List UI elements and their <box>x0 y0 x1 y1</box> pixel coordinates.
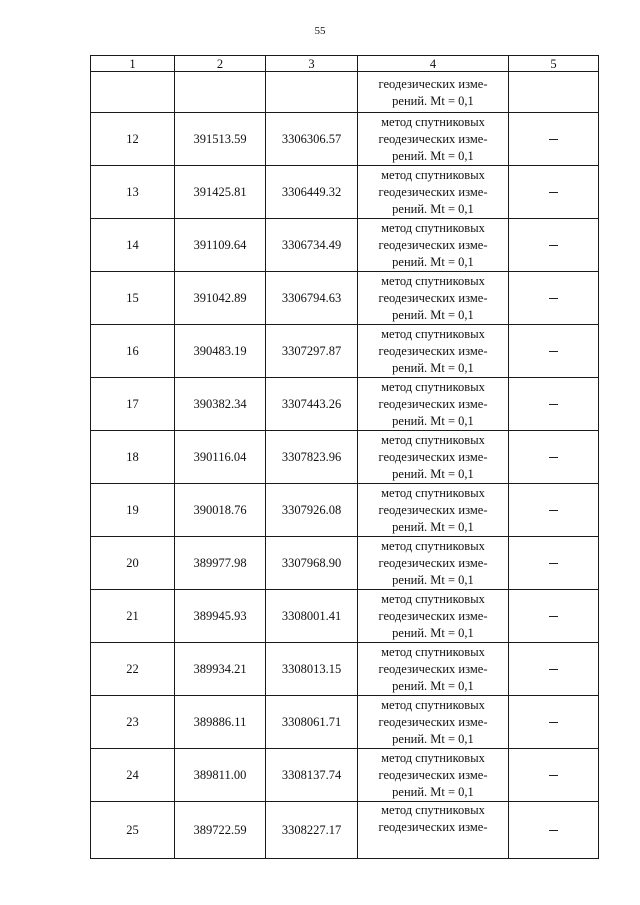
cell-y: 3307443.26 <box>266 378 358 431</box>
cell-y: 3308013.15 <box>266 643 358 696</box>
table-row <box>91 378 599 431</box>
cell-x: 389945.93 <box>175 590 266 643</box>
method-line: геодезических изме- <box>378 396 488 411</box>
cell-y: 3307823.96 <box>266 431 358 484</box>
cell-method <box>358 272 509 325</box>
cell-num: 19 <box>91 484 175 537</box>
header-col-4: 4 <box>358 56 509 72</box>
cell-x: 390018.76 <box>175 484 266 537</box>
cell-col5 <box>509 272 599 325</box>
cell-method <box>358 696 509 749</box>
method-line: рений. Mt = 0,1 <box>392 784 474 799</box>
method-line: метод спутниковых <box>381 591 485 606</box>
dash-mark <box>549 775 558 776</box>
method-line: метод спутниковых <box>381 644 485 659</box>
coordinates-table <box>90 55 599 859</box>
table-row <box>91 802 599 859</box>
cell-x: 390483.19 <box>175 325 266 378</box>
cell-num: 24 <box>91 749 175 802</box>
method-line: геодезических изме- <box>378 661 488 676</box>
cell-method <box>358 219 509 272</box>
table-row <box>91 484 599 537</box>
cell-x: 390116.04 <box>175 431 266 484</box>
table-row <box>91 431 599 484</box>
method-line: метод спутниковых <box>381 273 485 288</box>
dash-mark <box>549 351 558 352</box>
dash-mark <box>549 830 558 831</box>
cell-x <box>175 72 266 113</box>
method-line: геодезических изме- <box>378 555 488 570</box>
cell-method <box>358 166 509 219</box>
dash-mark <box>549 404 558 405</box>
table-row <box>91 749 599 802</box>
table-row <box>91 643 599 696</box>
method-line: геодезических изме- <box>378 608 488 623</box>
dash-mark <box>549 722 558 723</box>
cell-y: 3306306.57 <box>266 113 358 166</box>
table-row <box>91 166 599 219</box>
cell-col5 <box>509 802 599 859</box>
method-line: рений. Mt = 0,1 <box>392 625 474 640</box>
cell-num: 13 <box>91 166 175 219</box>
table-row <box>91 325 599 378</box>
cell-method <box>358 72 509 113</box>
cell-col5 <box>509 537 599 590</box>
method-line: геодезических изме- <box>378 184 488 199</box>
cell-method <box>358 643 509 696</box>
dash-mark <box>549 457 558 458</box>
cell-col5 <box>509 431 599 484</box>
cell-num: 12 <box>91 113 175 166</box>
cell-method <box>358 749 509 802</box>
table-body <box>91 72 599 859</box>
method-line: метод спутниковых <box>381 167 485 182</box>
cell-num: 20 <box>91 537 175 590</box>
method-line: рений. Mt = 0,1 <box>392 201 474 216</box>
cell-y: 3306734.49 <box>266 219 358 272</box>
method-line: рений. Mt = 0,1 <box>392 254 474 269</box>
header-col-3: 3 <box>266 56 358 72</box>
dash-mark <box>549 139 558 140</box>
method-line: рений. Mt = 0,1 <box>392 360 474 375</box>
method-line: метод спутниковых <box>381 485 485 500</box>
table-row-continued <box>91 72 599 113</box>
method-line: рений. Mt = 0,1 <box>392 148 474 163</box>
cell-method <box>358 802 509 859</box>
table-row <box>91 537 599 590</box>
cell-col5 <box>509 484 599 537</box>
cell-num: 23 <box>91 696 175 749</box>
method-line: рений. Mt = 0,1 <box>392 413 474 428</box>
cell-col5 <box>509 166 599 219</box>
cell-num: 15 <box>91 272 175 325</box>
dash-mark <box>549 616 558 617</box>
cell-num: 21 <box>91 590 175 643</box>
cell-method <box>358 325 509 378</box>
dash-mark <box>549 298 558 299</box>
table-header-row <box>91 56 599 72</box>
method-line: рений. Mt = 0,1 <box>392 678 474 693</box>
method-line: геодезических изме- <box>378 714 488 729</box>
method-line: геодезических изме- <box>378 502 488 517</box>
header-col-1: 1 <box>91 56 175 72</box>
method-line: геодезических изме- <box>378 131 488 146</box>
cell-col5 <box>509 113 599 166</box>
method-line: рений. Mt = 0,1 <box>392 572 474 587</box>
method-line: геодезических изме- <box>378 449 488 464</box>
cell-method <box>358 431 509 484</box>
method-line: геодезических изме- <box>378 237 488 252</box>
cell-x: 389886.11 <box>175 696 266 749</box>
cell-col5 <box>509 72 599 113</box>
cell-y: 3307297.87 <box>266 325 358 378</box>
method-line: геодезических изме- <box>378 290 488 305</box>
method-line: геодезических изме- <box>378 343 488 358</box>
table-row <box>91 219 599 272</box>
method-line: геодезических изме- <box>378 767 488 782</box>
method-line: метод спутниковых <box>381 750 485 765</box>
cell-num: 17 <box>91 378 175 431</box>
cell-method <box>358 484 509 537</box>
header-col-5: 5 <box>509 56 599 72</box>
method-line: рений. Mt = 0,1 <box>392 466 474 481</box>
method-line: метод спутниковых <box>381 432 485 447</box>
method-line: метод спутниковых <box>381 379 485 394</box>
cell-y: 3306449.32 <box>266 166 358 219</box>
cell-num: 16 <box>91 325 175 378</box>
cell-y: 3307968.90 <box>266 537 358 590</box>
cell-y: 3308227.17 <box>266 802 358 859</box>
method-line: геодезических изме- <box>378 820 488 834</box>
method-line: метод спутниковых <box>381 326 485 341</box>
cell-num: 22 <box>91 643 175 696</box>
cell-y: 3308137.74 <box>266 749 358 802</box>
dash-mark <box>549 669 558 670</box>
cell-x: 391109.64 <box>175 219 266 272</box>
header-col-2: 2 <box>175 56 266 72</box>
method-line: метод спутниковых <box>381 114 485 129</box>
cell-x: 391425.81 <box>175 166 266 219</box>
cell-x: 391042.89 <box>175 272 266 325</box>
cell-col5 <box>509 590 599 643</box>
cell-col5 <box>509 325 599 378</box>
method-line: метод спутниковых <box>381 697 485 712</box>
cell-col5 <box>509 219 599 272</box>
method-line: рений. Mt = 0,1 <box>392 731 474 746</box>
cell-x: 389811.00 <box>175 749 266 802</box>
cell-y: 3306794.63 <box>266 272 358 325</box>
method-line: рений. Mt = 0,1 <box>392 519 474 534</box>
cell-x: 391513.59 <box>175 113 266 166</box>
table-row <box>91 590 599 643</box>
method-line: метод спутниковых <box>381 220 485 235</box>
method-line: рений. Mt = 0,1 <box>392 94 474 108</box>
cell-col5 <box>509 378 599 431</box>
table-row <box>91 696 599 749</box>
cell-col5 <box>509 749 599 802</box>
table-row <box>91 113 599 166</box>
cell-method <box>358 590 509 643</box>
method-line: метод спутниковых <box>381 803 485 817</box>
dash-mark <box>549 245 558 246</box>
page-number: 55 <box>314 25 326 37</box>
cell-x: 389977.98 <box>175 537 266 590</box>
dash-mark <box>549 192 558 193</box>
cell-method <box>358 378 509 431</box>
cell-col5 <box>509 696 599 749</box>
dash-mark <box>549 563 558 564</box>
cell-num: 18 <box>91 431 175 484</box>
cell-y <box>266 72 358 113</box>
dash-mark <box>549 510 558 511</box>
cell-x: 390382.34 <box>175 378 266 431</box>
method-line: метод спутниковых <box>381 538 485 553</box>
cell-y: 3308001.41 <box>266 590 358 643</box>
table-row <box>91 272 599 325</box>
cell-num: 25 <box>91 802 175 859</box>
method-line: геодезических изме- <box>378 77 488 91</box>
cell-col5 <box>509 643 599 696</box>
cell-y: 3308061.71 <box>266 696 358 749</box>
cell-num <box>91 72 175 113</box>
cell-x: 389934.21 <box>175 643 266 696</box>
method-line: рений. Mt = 0,1 <box>392 307 474 322</box>
cell-x: 389722.59 <box>175 802 266 859</box>
cell-y: 3307926.08 <box>266 484 358 537</box>
cell-method <box>358 537 509 590</box>
cell-method <box>358 113 509 166</box>
cell-num: 14 <box>91 219 175 272</box>
